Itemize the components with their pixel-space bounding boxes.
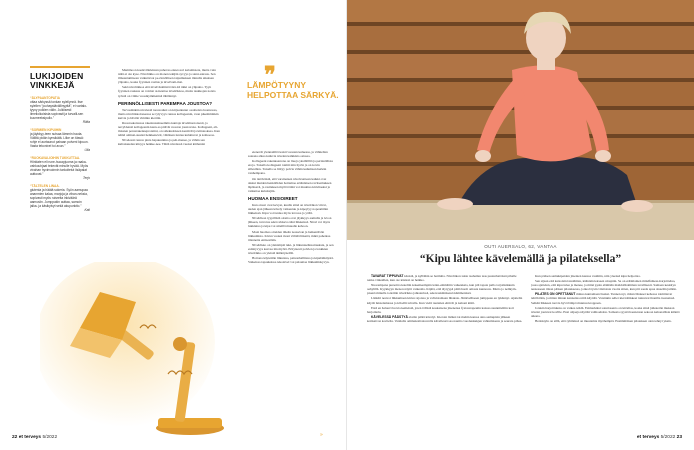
tip-author: Ulla	[84, 148, 90, 152]
paragraph: Lääkäri neuvoi liikkumaan kivun rajoissa ja vahvistamaan lihaksia. Jäänivelliseen jumppaan en tykännyt. Ajattelin käydä luistelemassa ja kävellä talvella. Kun vielä rautatien ehtivät ja kehoni kiitti.	[367, 296, 523, 305]
issue-number: 5/2022	[42, 435, 58, 440]
tip-body: Hiiridaten eli rune-huoapjuoma ja raaka-vahkouhjaat tekevät minulle hyvää. Myös vivahan hyvinvoinnin tarkoitetut lisäpalat auttovat.”	[30, 160, 89, 176]
folio-right	[637, 434, 682, 441]
paragraph: Kun oireet ovat kevyet, kuulla siinä on nivelrikon viivat, uuden ajan jälkeen kävely vaikeutuu ja kipeytyy nopeammin liikkeissä. Kipu voi tuntua myös levossa ja yöllä.	[248, 202, 329, 216]
reader-tip	[30, 184, 90, 212]
tip-author: Terjo	[83, 176, 90, 180]
headline: “Kipu lähtee kävelemällä ja pilateksella”	[419, 253, 622, 265]
reader-tips-sidebar	[30, 66, 90, 262]
paragraph: Entä en haluavi luovia kemeistä, joten töllistä koukaisena jäsenensa fysioterapeutin kanssa suunniteltiin koti harjoittelu.	[367, 305, 514, 314]
lead-in: KÄVELESSÄ PÄÄSTYÄ	[371, 314, 408, 319]
reader-tip	[30, 96, 90, 124]
subheading: PERINNÖLLISESTI PAREMPAA JOUSTOA?	[118, 100, 213, 106]
page-number: 23	[676, 435, 682, 440]
tip-head: “TÄLTELEN LINAA.	[30, 184, 60, 188]
paragraph: Tervasmäkän nivelestä ruostoaiksi on kirjaantunut osoitteista luonnossa, mutta nivelrikkoloneessa se tylyvyys runsas kollageenin, vaan pikemminkin kuivia ja häviää vimmin kiertiin.	[118, 107, 219, 120]
lead-in: PILATES ON OPETTANUT	[535, 292, 576, 297]
magazine-name: et terveys	[18, 435, 42, 440]
article-column-3	[367, 274, 523, 428]
paragraph: Nivelessä ruston pinta hapuuunitua ja peh-menee, ja vähän sen kultaisuuden kiisyys heikke-nee. Tähtä nivelessä vuoksi kärhennä	[118, 138, 205, 147]
paragraph: Nivelrikko on yleisimpiä tuki- ja liikuntaelinsairauksia, ja sen esiintyvyys kasvaa iän myötä. Erityisesti polvien ja lonkkien nivelrikko on yleistä ikääntyneillä.	[248, 242, 334, 255]
lead-in: TAVARAT TIPPUIVAT	[371, 274, 404, 278]
article-column-2	[248, 150, 334, 440]
paragraph: Nuorempana purseirra kateliin kokemeempiin lenin-emmätiin vaikeuksia, kun pili tapata pullo tarjoiluikkuin aahylillä. Kyykkyyn menon näytti vaikealta. Kipliä, että täytyypä pitää huoli omasta kunnosta. Mutta jo nelikym-pisenä minulla todettiin nivelrikko jalkaterissä, sekavaskmäisessä kämmenissä.	[367, 283, 517, 296]
continue-arrow-icon: »	[320, 432, 323, 438]
tip-head: “ÄLYPAANTOPATIA	[30, 96, 60, 100]
tip-body: ottaa särkyssä tonkan sylellynnä. Itse sylellen “jouhaystävällinyyttä”, ei vartalo-tyyny poikien välin. Julkiisesti ilmeiloikoisista sopivasti ja turvalli-sen kuumeeksipullo.”	[30, 100, 88, 120]
paragraph	[367, 315, 523, 323]
paragraph: Sekä nivelrikkoa että nivelväsimistä täsä-ttä rikki on ylipaino. Tyyn fyysinen raskaus on voimat ai-heuttaa nivelrikkoa, mutta taukkojen noista työntä on viime vuosikymmeninä tähtäinnyt.	[118, 85, 216, 98]
article-column-1	[118, 68, 222, 258]
tip-body: ja jäykkyy-teen sutsaa lämmin hauta. Väliltä pidän kynsikätä. Liike on tässä: rohje ei aurtaunut pahaan polveni kipuun. Vasta tekonivel toi avun.”	[30, 132, 89, 148]
tip-author: Riitta	[82, 120, 90, 124]
lamp-illustration	[40, 262, 240, 438]
paragraph: Moni huomaa oireiden tiheän nousevan ja heikentävän liikkumista. Kivun vuoksi moni välttää liikettä, mikä pahentaa tilannetta entisestään.	[248, 229, 331, 242]
paragraph: Sen sijaan että katsoisin istaalhinta, käännän katseen ulospäin. Se on eräänlainen mindfulness-harjoittelua, jossa ajattelen, että kipu tulee ja menee, ja minä pysin elämään mahdollisimman tavallisesti. Samaan keskityn nesteeseen tilaan pääsen pilateksessa, jonka löysin viisitoista vuotta sitten, kun piti saada apua alaselän jumiin.	[531, 279, 677, 292]
tip-body: glutenia ja häätä sokeria. Syön aamupaa ananmien kalaa, marjoja ja vihan-neksia, sopivasti myös ruisreita inkiväärä aamusiin. Jumppakin auttaa, samoin jalka- ja käsikylvyt sekä akupunktio.”	[30, 188, 88, 208]
subheading: HUOMAA ENSIOIREET	[248, 195, 298, 201]
reader-tip	[30, 128, 90, 152]
paragraph-text: käsistä, ja kyllähän se harmitta. Nivelrikon takia raahailen taas puutarhatöissä pihalle renka vinkaillen, kun ote käsissä on heikko.	[367, 274, 517, 283]
paragraph: Ruostoakoisusaa rakennusaineemma kuntaja nivelmuotoisesti, ja nevyldensti kollageenin kann-sa pitävät ruoston joustavana. Kollageeni, eli-missien perusrakenneproteiini, on sidekudoksen kestävää ja kiinteoksaa. Kun nämä ominai-suudet heikkenevät, vähäisen tuntua kuluttuvat ja kolkoosa.	[118, 120, 220, 138]
paragraph-text: minua kuntamaan lisaksi. Tunnen nyt, miten lihakset kehossa toimittavat tehtäviään, ja miten minun kannattaa niitä käyttää. Varsinkin seller kiertoliikkeet tunnuvat ihanilta treeneissä. Selkää liikkeen tuovia hyvä lämpö muutuu kroppaan.	[531, 292, 675, 305]
right-page	[347, 0, 694, 450]
tip-head: “RUOKAVALIOIHIN TUKKUTTAA.	[30, 156, 81, 160]
paragraph: Kun pääsen aamukipeiden jäsenten kanssa vauhtiin, niin yleensä kipu helpottaa.	[535, 274, 641, 278]
paragraph: Nivelrikon tyypillisiä oireita ovat jäykkyys aamulla ja levon jälkeen, turvotus sekä rahiseva ääni liikkeissä. Nivel voi myös lukkiutua ja kipu voi säteillä muualle kehoon.	[248, 216, 332, 229]
pull-quote: LÄMPÖTYYNY HELPOTTAA SÄRKYÄ.	[247, 80, 339, 100]
paragraph	[367, 274, 523, 282]
paragraph: etenevät ylennattiltä kaisti vuosien kuluessa, ja vähitellen sateana alkaa kuluvia nivelen kalkkisia osissaa.	[248, 150, 328, 159]
magazine-name: et terveys	[636, 435, 660, 440]
article-column-4	[531, 274, 681, 428]
paragraph-text: alottin päätä kävelyt. Kieroin lisäksi tai mehin kanssa aina aamupisin jälkeen kotikaivon korttelia. Vanhalla ommakotitalouvella kävellessä saa nautita vuodenkukjen vahtumisesta ja seurata pihaa.	[367, 314, 523, 323]
paragraph: Hoitona käytetään liikuntaa, painonhallintaa ja kipulääkitystä. Vaikeissa tapauksissa tekonivel voi palauttaa liikkumiskyvyn.	[248, 256, 334, 265]
paragraph: Kollageeni rakenkaarrena on liuoja yksillölliä ja perinnöllisia eroja. Toisella kollageeni toimii niin hyvin ja on kovin sillesillen. Toisella se liittyy polvia vähän kulumaan herkän vanhempana.	[248, 159, 333, 176]
tip-head: “SORMIEN KIPUIHIN	[30, 128, 62, 132]
paragraph: Mammoon kaalavilleleisten puhevaa ennet-tori kalomisteta, mutta vain niitä ei ole kyse. Nivelrikko on monen tekijän syvyys ja sieni-sairaus. Sen ilmaantumiseen vaikuttavat pe-rinnöllisen taipumuksen minulla aikuisen ylipaino, koska fyysinen rasitus ja nivelvam-mat.	[118, 68, 216, 85]
folio-left	[12, 434, 57, 441]
paragraph	[531, 292, 681, 304]
paragraph: Herkistyin on sillä, että ryhmässä on muutamia myöhempiä. Ensimmäisen pilateksen olen tehnyt yksin.	[535, 318, 672, 323]
photo-caption: OUTI AUERSALO, 62, VANTAA	[484, 244, 557, 249]
sidebar-title: LUKIJOIDEN VINKKEJÄ	[30, 71, 84, 90]
portrait-photo	[347, 0, 694, 240]
page-number: 22	[12, 435, 18, 440]
quote-mark-icon: ❞	[264, 62, 276, 87]
tip-author: Kati	[84, 208, 90, 212]
paragraph: On tietäväisiä, että varsinaisen nivelvaatteen kaikki ovat aluksi muiden henkilöiden hoitamaa eräänlaisen ravitsemuksen läpäisevä, ja rasituksen myötä tämä voi muuttua kivuliaaksi ja vaikuttaa kuluttajiin.	[248, 176, 332, 193]
paragraph: Jotakin harjoittuksia on vaikea tehdä. Esimerkiksi soturiasento on kivulias, koska siinä jalkaterän mukaan nivelet joutuvat koville. Ensi ohjaaja näyttää vaihtoehdon. Samasta syystä haastetaan sekoon kehonallisia kääntö aikana.	[531, 305, 680, 318]
reader-tip	[30, 156, 90, 180]
issue-number: 5/2022	[660, 435, 676, 440]
